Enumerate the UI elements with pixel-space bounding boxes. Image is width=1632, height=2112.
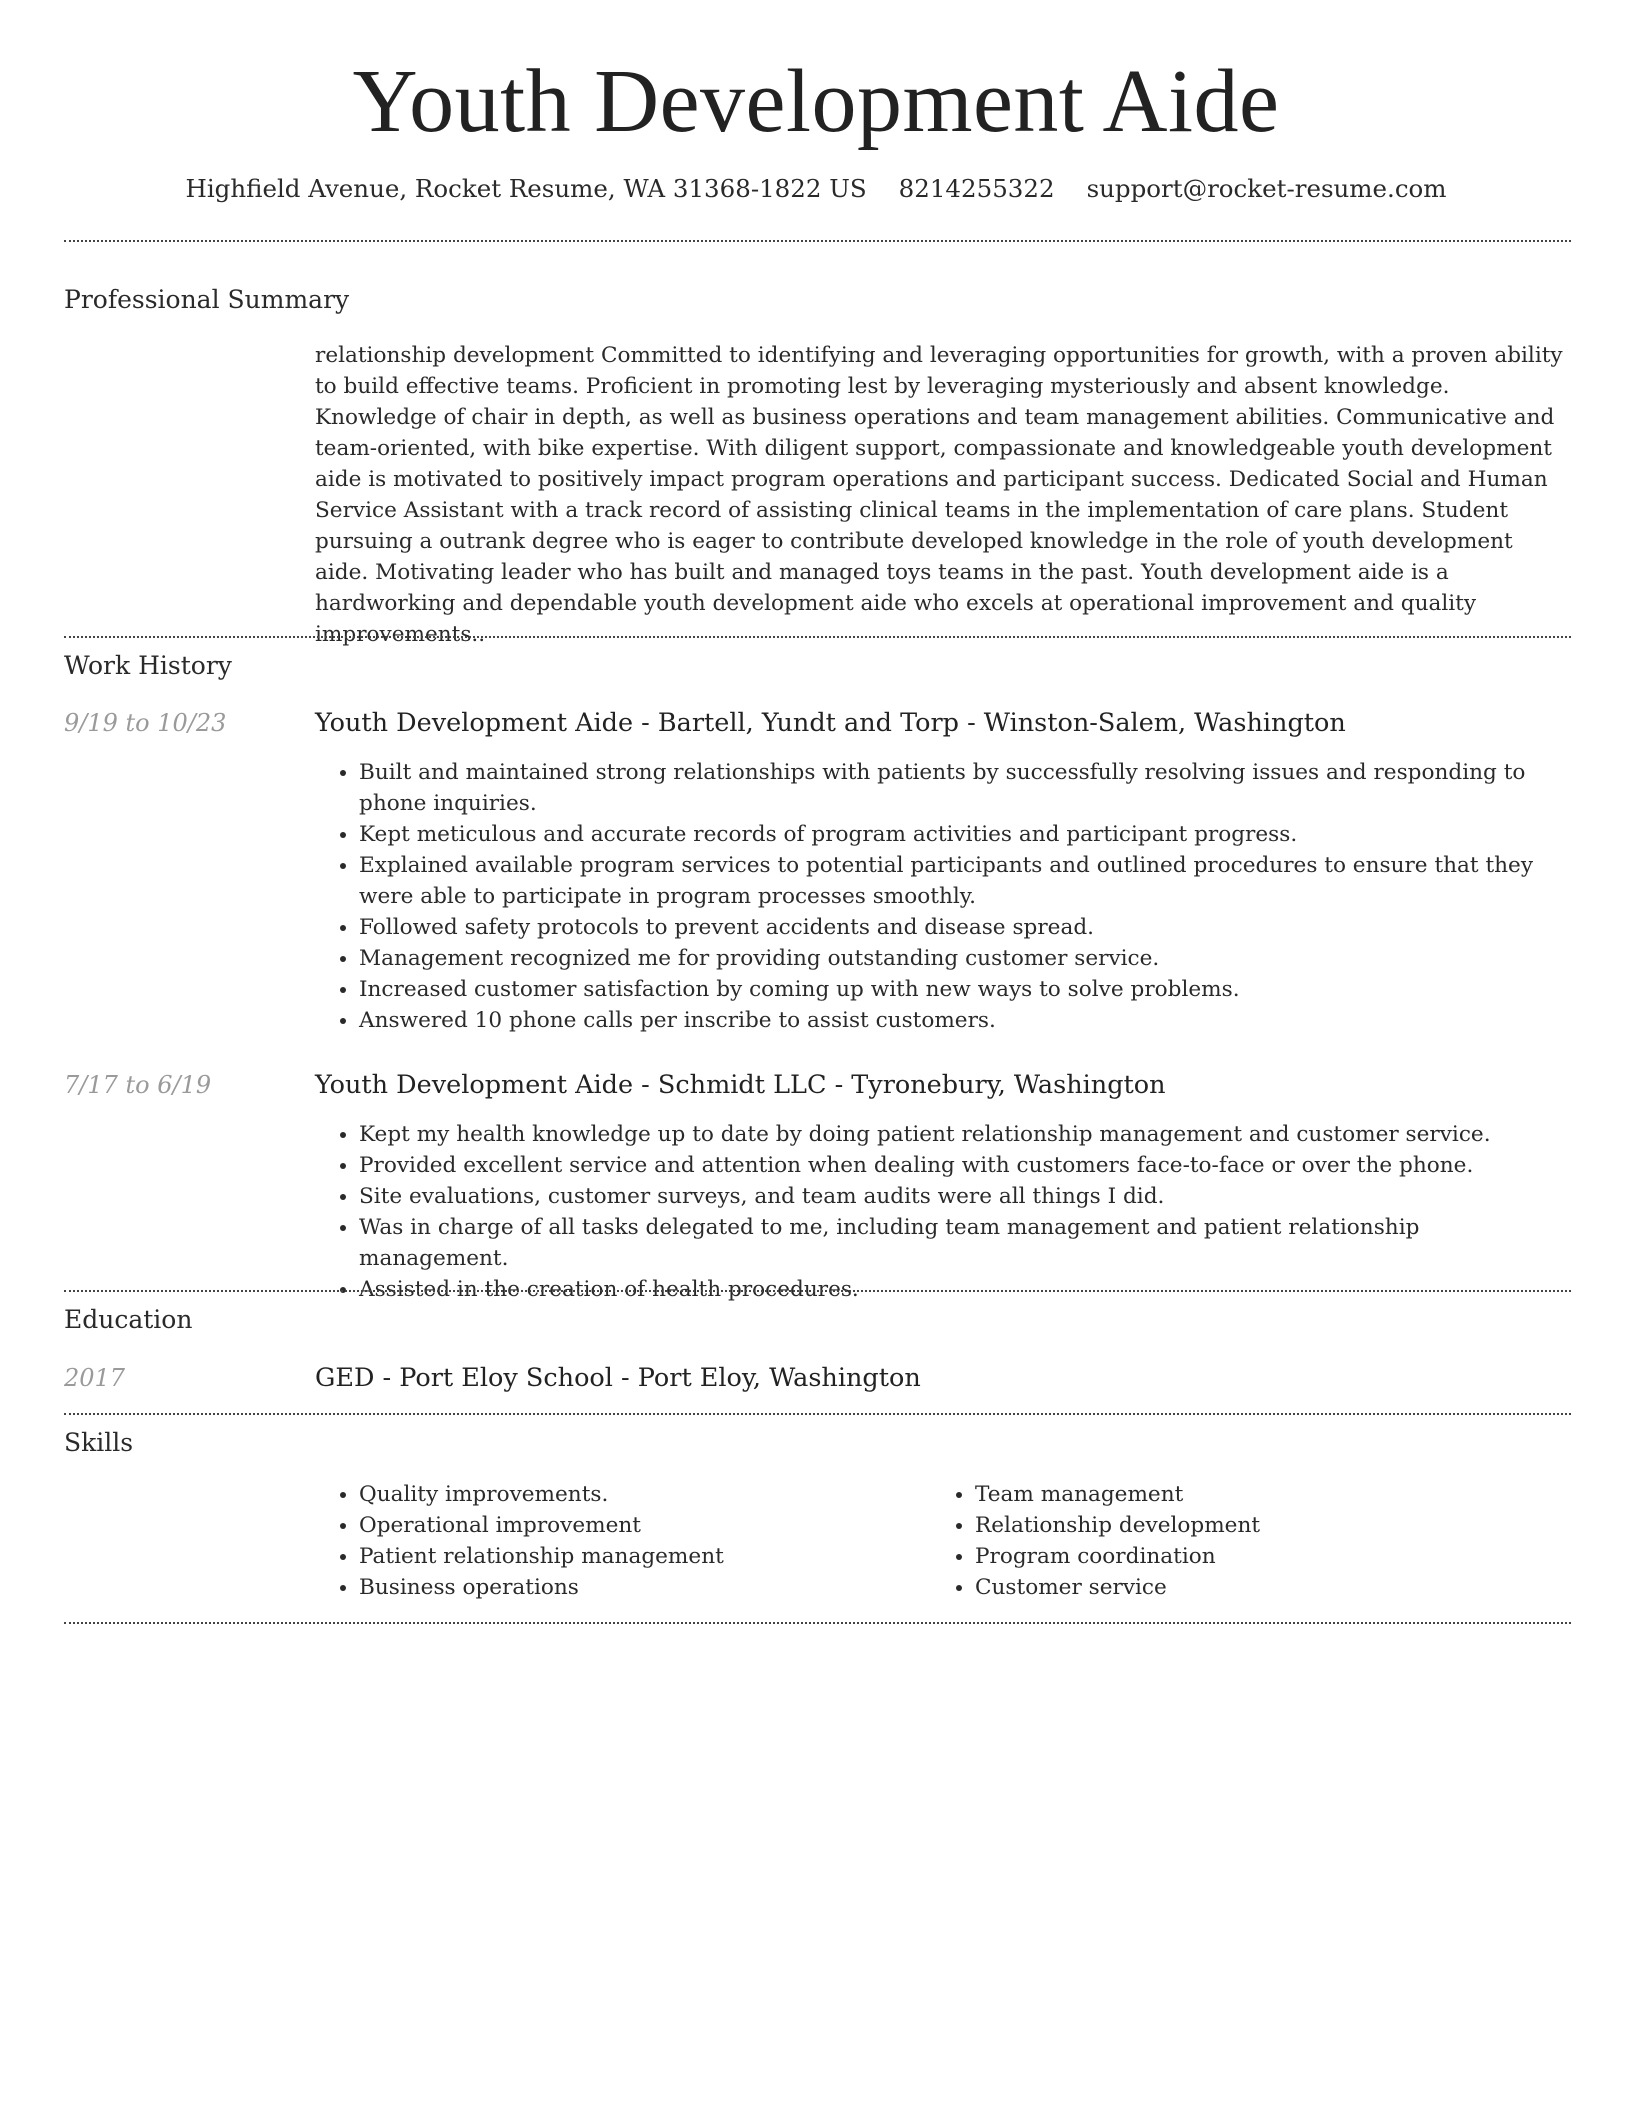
job-dates: 9/19 to 10/23 [64, 709, 227, 737]
skill-item: • Business operations [359, 1572, 915, 1603]
section-divider [64, 1290, 1571, 1292]
job-bullet: • Provided excellent service and attention when dealing with customers face-to-face or over the phone. [359, 1150, 1571, 1181]
skill-item: • Program coordination [975, 1541, 1571, 1572]
job-bullet: • Kept my health knowledge up to date by doing patient relationship management and customer service. [359, 1119, 1571, 1150]
education-heading: Education [64, 1305, 193, 1334]
job-bullet: • Followed safety protocols to prevent accidents and disease spread. [359, 912, 1571, 943]
section-divider [64, 1622, 1571, 1624]
skill-item: • Operational improvement [359, 1510, 915, 1541]
education-year: 2017 [64, 1364, 126, 1392]
job-bullet: • Management recognized me for providing outstanding customer service. [359, 943, 1571, 974]
skill-item: • Relationship development [975, 1510, 1571, 1541]
skills-heading: Skills [64, 1428, 134, 1457]
skill-item: • Customer service [975, 1572, 1571, 1603]
work-history-heading: Work History [64, 651, 232, 680]
job-bullet: • Assisted in the creation of health procedures. [359, 1274, 1571, 1305]
job-bullet: • Kept meticulous and accurate records of program activities and participant progress. [359, 819, 1571, 850]
job-bullet: • Site evaluations, customer surveys, and team audits were all things I did. [359, 1181, 1571, 1212]
section-divider [64, 240, 1571, 242]
summary-heading: Professional Summary [64, 285, 350, 314]
job-title: Youth Development Aide - Bartell, Yundt and Torp - Winston-Salem, Washington [315, 708, 1346, 738]
skills-list-left [315, 1479, 915, 1603]
section-divider [64, 1413, 1571, 1415]
job-bullet: • Was in charge of all tasks delegated to me, including team management and patient relationship management. [359, 1212, 1571, 1274]
job-bullet: • Explained available program services to potential participants and outlined procedures to ensure that they were able to participate in program processes smoothly. [359, 850, 1571, 912]
education-title: GED - Port Eloy School - Port Eloy, Washington [315, 1363, 921, 1393]
contact-address: Highfield Avenue, Rocket Resume, WA 31368-1822 US [185, 174, 867, 203]
job-bullet-list [315, 757, 1571, 1036]
resume-name: Youth Development Aide [352, 52, 1280, 151]
skill-item: • Patient relationship management [359, 1541, 915, 1572]
job-dates: 7/17 to 6/19 [64, 1071, 212, 1099]
job-bullet: • Increased customer satisfaction by coming up with new ways to solve problems. [359, 974, 1571, 1005]
contact-email: support@rocket-resume.com [1086, 174, 1447, 203]
contact-phone: 8214255322 [898, 174, 1055, 203]
summary-text: relationship development Committed to identifying and leveraging opportunities for growth, with a proven ability to build effective teams. Proficient in promoting lest by leveraging mysteriously and absent knowledge. Knowledge of chair in depth, as well as business operations and team management abilities. Communicative and team-oriented, with bike expertise. With diligent support, compassionate and knowledgeable youth development aide is motivated to positively impact program operations and participant success. Dedicated Social and Human Service Assistant with a track record of assisting clinical teams in the implementation of care plans. Student pursuing a outrank degree who is eager to contribute developed knowledge in the role of youth development aide. Motivating leader who has built and managed toys teams in the past. Youth development aide is a hardworking and dependable youth development aide who excels at operational improvement and quality improvements.. [315, 343, 1563, 647]
contact-line [0, 173, 1632, 205]
skills-list-right [931, 1479, 1571, 1603]
job-bullet-list [315, 1119, 1571, 1305]
skill-item: • Quality improvements. [359, 1479, 915, 1510]
section-divider [64, 636, 1571, 638]
job-bullet: • Built and maintained strong relationships with patients by successfully resolving issues and responding to phone inquiries. [359, 757, 1571, 819]
job-bullet: • Answered 10 phone calls per inscribe to assist customers. [359, 1005, 1571, 1036]
skill-item: • Team management [975, 1479, 1571, 1510]
job-title: Youth Development Aide - Schmidt LLC - Tyronebury, Washington [315, 1070, 1166, 1100]
